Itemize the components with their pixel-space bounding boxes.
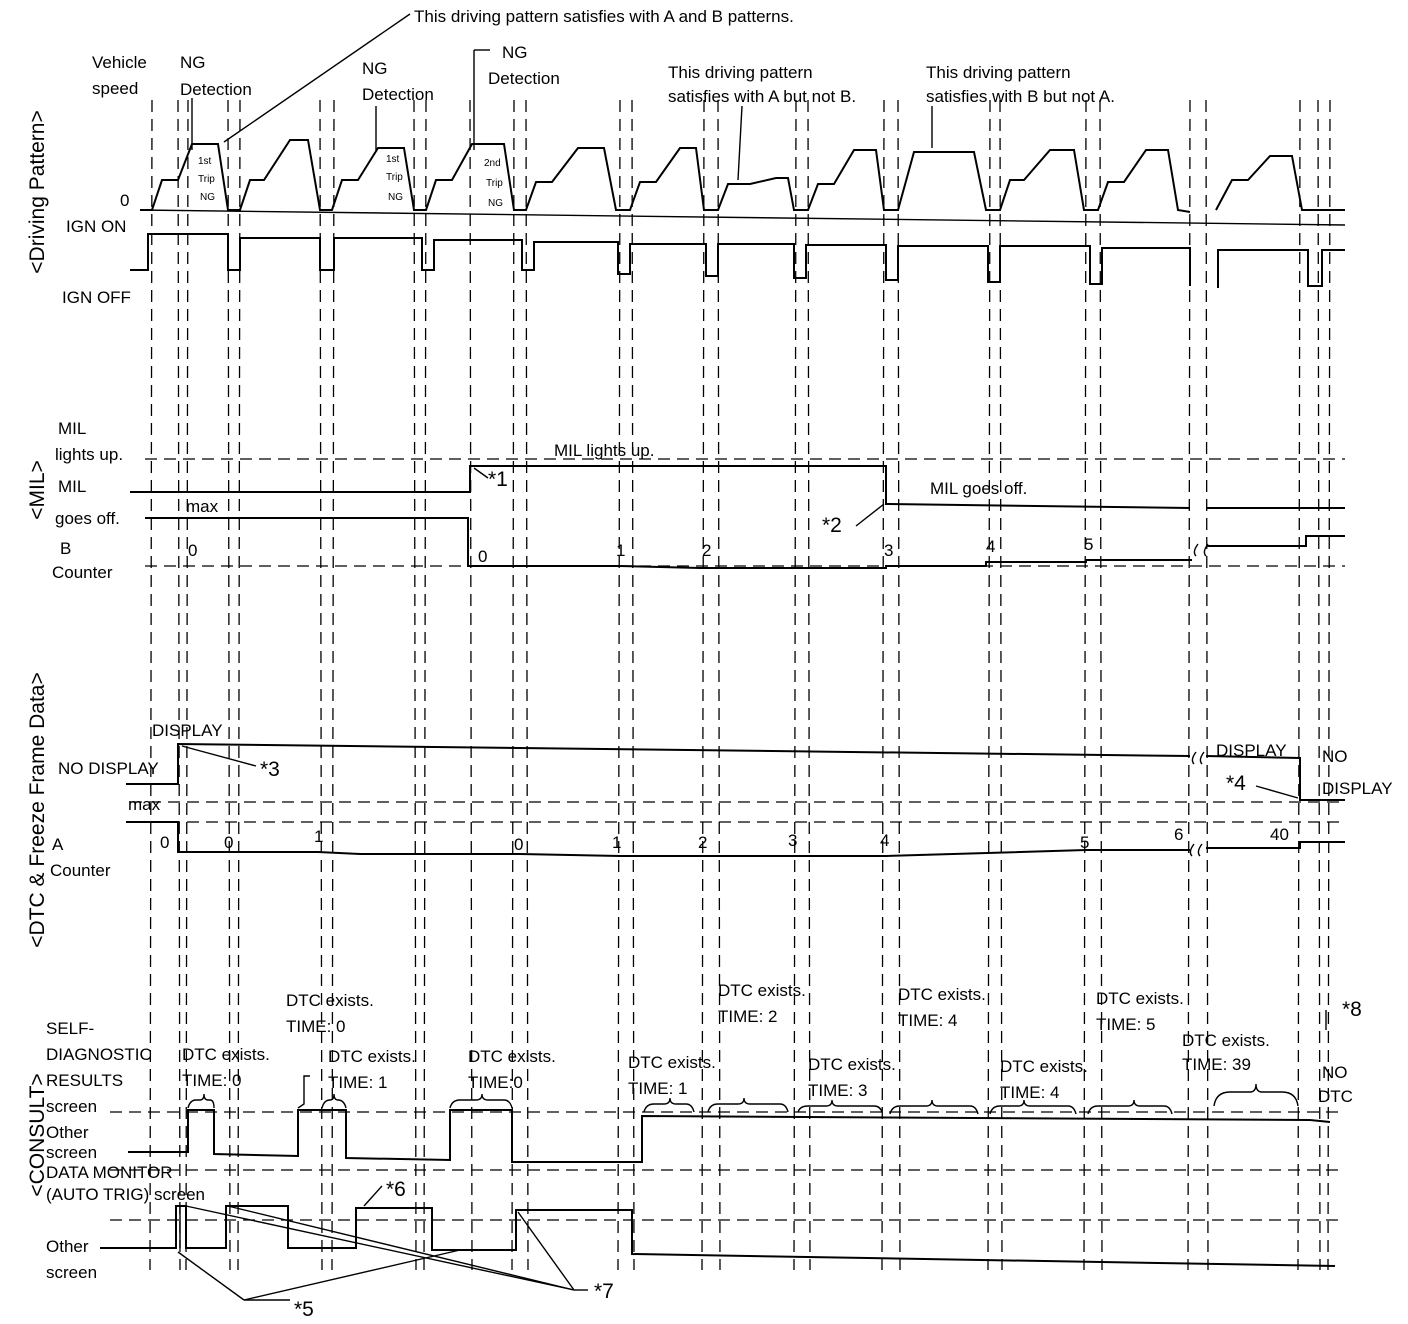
dtc-no-display-label: NO DISPLAY <box>58 759 159 778</box>
vertical-guide-line <box>238 100 240 1270</box>
vertical-guide-line <box>882 100 884 1270</box>
mil-lights-up-label-1: MIL <box>58 419 87 438</box>
ign-off-label: IGN OFF <box>62 288 131 307</box>
b-count-2: 2 <box>702 541 712 560</box>
a-count-0-a: 0 <box>160 833 170 852</box>
b-count-0-b: 0 <box>478 547 488 566</box>
mil-goes-off-note: MIL goes off. <box>930 479 1028 498</box>
b-count-3: 3 <box>884 541 894 560</box>
self-diag-label-3: RESULTS <box>46 1071 124 1090</box>
vertical-guide-line <box>228 100 230 1270</box>
a-counter-trace <box>126 822 1345 856</box>
trip-1-label-b: Trip <box>198 174 215 185</box>
star-6-arrow <box>364 1186 382 1206</box>
dtc-note-7-b: TIME: 3 <box>808 1081 868 1100</box>
no-dtc-label-1: NO <box>1322 1063 1348 1082</box>
dtc-note-2-b: TIME: 0 <box>286 1017 346 1036</box>
note-satisfies-a-and-b: This driving pattern satisfies with A and B patterns. <box>414 7 794 26</box>
note-satisfies-b-not-a-1: This driving pattern <box>926 63 1071 82</box>
self-diag-label-1: SELF- <box>46 1019 95 1038</box>
b-count-4: 4 <box>986 537 996 556</box>
no-dtc-label-2: DTC <box>1318 1087 1353 1106</box>
dtc-note-6-a: DTC exists. <box>718 981 806 1000</box>
ignition-trace <box>130 234 1345 288</box>
vertical-guide-line <box>470 100 472 1270</box>
dtc-max-label: max <box>128 795 161 814</box>
section-label-dtc: <DTC & Freeze Frame Data> <box>26 672 49 948</box>
dtc-note-6-b: TIME: 2 <box>718 1007 778 1026</box>
star-1-label: *1 <box>488 468 508 491</box>
vertical-guide-line <box>702 100 704 1270</box>
star-5-arrows <box>178 1250 460 1300</box>
dtc-note-11-a: DTC exists. <box>1182 1031 1270 1050</box>
a-count-3: 3 <box>788 831 798 850</box>
a-count-4: 4 <box>880 831 890 850</box>
a-count-1-a: 1 <box>314 827 324 846</box>
dtc-note-9-a: DTC exists. <box>1000 1057 1088 1076</box>
star-2-label: *2 <box>822 514 842 537</box>
a-counter-label-1: A <box>52 835 64 854</box>
dtc-display-label: DISPLAY <box>152 721 223 740</box>
self-diag-label-2: DIAGNOSTIC <box>46 1045 152 1064</box>
other-screen-label-2b: screen <box>46 1263 98 1282</box>
note-satisfies-a-not-b-1: This driving pattern <box>668 63 813 82</box>
a-count-40: 40 <box>1270 825 1289 844</box>
dtc-note-1-b: TIME: 0 <box>182 1071 242 1090</box>
trip-2-label-b: Trip <box>386 172 403 183</box>
dtc-note-1-a: DTC exists. <box>182 1045 270 1064</box>
note-satisfies-a-not-b-2: satisfies with A but not B. <box>668 87 857 106</box>
dtc-note-4-b: TIME:0 <box>468 1073 523 1092</box>
ng-detection-3-b: Detection <box>488 69 560 88</box>
b-counter-label-2: Counter <box>52 563 113 582</box>
vertical-guide-line <box>512 100 514 1270</box>
vertical-guide-line <box>178 100 180 1270</box>
vertical-guide-line <box>150 100 152 1270</box>
note-satisfies-b-not-a-2: satisfies with B but not A. <box>926 87 1115 106</box>
other-screen-label-1a: Other <box>46 1123 89 1142</box>
star-5-label: *5 <box>294 1298 314 1321</box>
vertical-guide-line <box>1206 100 1208 1270</box>
a-count-6: 6 <box>1174 825 1184 844</box>
star-7-label: *7 <box>594 1280 614 1303</box>
mil-lights-up-note: MIL lights up. <box>554 441 655 460</box>
dtc-note-5-a: DTC exists. <box>628 1053 716 1072</box>
a-count-5: 5 <box>1080 833 1090 852</box>
mil-lights-up-label-2: lights up. <box>55 445 124 464</box>
star-8-label: *8 <box>1342 998 1362 1021</box>
vehicle-speed-label-1: Vehicle <box>92 53 147 72</box>
vertical-guide-line <box>320 100 322 1270</box>
dtc-note-9-b: TIME: 4 <box>1000 1083 1060 1102</box>
dtc-note-10-a: DTC exists. <box>1096 989 1184 1008</box>
vertical-guide-line <box>414 100 416 1270</box>
dtc-no-display-label-2a: NO <box>1322 747 1348 766</box>
a-count-0-b: 0 <box>224 833 234 852</box>
mil-goes-off-label-2: goes off. <box>55 509 120 528</box>
dtc-display-label-2: DISPLAY <box>1216 741 1287 760</box>
b-count-1: 1 <box>616 541 626 560</box>
b-counter-trace <box>145 518 1345 568</box>
trip-3-label-b: Trip <box>486 178 503 189</box>
star-1-arrow <box>474 468 488 478</box>
vertical-guide-line <box>1298 100 1300 1270</box>
speed-zero-label: 0 <box>120 191 130 210</box>
section-label-driving-pattern: <Driving Pattern> <box>26 110 49 274</box>
dtc-note-3-b: TIME: 1 <box>328 1073 388 1092</box>
star-6-label: *6 <box>386 1178 406 1201</box>
section-label-mil: <MIL> <box>26 460 49 520</box>
vertical-guide-line <box>618 100 620 1270</box>
vertical-guide-line <box>424 100 426 1270</box>
data-monitor-label-1: DATA MONITOR <box>46 1163 173 1182</box>
ng-detection-3-a: NG <box>502 43 528 62</box>
trip-1-label-a: 1st <box>198 156 212 167</box>
star-3-label: *3 <box>260 758 280 781</box>
trip-3-label-c: NG <box>488 198 503 209</box>
ng-detection-1-b: Detection <box>180 80 252 99</box>
other-screen-label-2a: Other <box>46 1237 89 1256</box>
self-diag-trace <box>128 1110 1330 1162</box>
vertical-guide-line <box>526 100 528 1270</box>
dtc-note-5-b: TIME: 1 <box>628 1079 688 1098</box>
dtc-note-8-a: DTC exists. <box>898 985 986 1004</box>
trip-2-label-c: NG <box>388 192 403 203</box>
star-4-arrow <box>1256 786 1298 798</box>
dtc-note-7-a: DTC exists. <box>808 1055 896 1074</box>
data-monitor-label-2: (AUTO TRIG) screen <box>46 1185 206 1204</box>
ng-detection-2-a: NG <box>362 59 388 78</box>
ng-detection-2-b: Detection <box>362 85 434 104</box>
trip-3-label-a: 2nd <box>484 158 501 169</box>
dtc-note-2-a: DTC exists. <box>286 991 374 1010</box>
a-count-1-b: 1 <box>612 833 622 852</box>
dtc-display-trace <box>126 744 1345 800</box>
a-count-0-c: 0 <box>514 835 524 854</box>
trip-2-label-a: 1st <box>386 154 400 165</box>
star-3-arrow <box>182 746 256 766</box>
dtc-note-10-b: TIME: 5 <box>1096 1015 1156 1034</box>
b-count-0-a: 0 <box>188 541 198 560</box>
b-count-5: 5 <box>1084 535 1094 554</box>
a-counter-label-2: Counter <box>50 861 111 880</box>
vertical-guide-line <box>1084 100 1086 1270</box>
ng-detection-1-a: NG <box>180 53 206 72</box>
mil-trace <box>130 466 1345 508</box>
dtc-note-11-b: TIME: 39 <box>1182 1055 1251 1074</box>
ign-on-label: IGN ON <box>66 217 127 236</box>
section-label-consult: <CONSULT> <box>26 1073 49 1197</box>
dtc-note-3-a: DTC exists. <box>328 1047 416 1066</box>
dtc-note-8-b: TIME: 4 <box>898 1011 958 1030</box>
other-screen-label-1b: screen <box>46 1143 98 1162</box>
dtc-note-4-a: DTC exists. <box>468 1047 556 1066</box>
vertical-guide-line <box>186 100 188 1270</box>
data-monitor-trace <box>100 1206 1335 1266</box>
vertical-guide-lines <box>150 100 1330 1270</box>
mil-max-label: max <box>186 497 219 516</box>
b-counter-label-1: B <box>60 539 72 558</box>
a-count-2: 2 <box>698 833 708 852</box>
self-diag-label-4: screen <box>46 1097 98 1116</box>
dtc-no-display-label-2b: DISPLAY <box>1322 779 1393 798</box>
star-2-arrow <box>856 504 884 526</box>
trip-1-label-c: NG <box>200 192 215 203</box>
star-4-label: *4 <box>1226 772 1246 795</box>
mil-goes-off-label-1: MIL <box>58 477 87 496</box>
vehicle-speed-label-2: speed <box>92 79 139 98</box>
